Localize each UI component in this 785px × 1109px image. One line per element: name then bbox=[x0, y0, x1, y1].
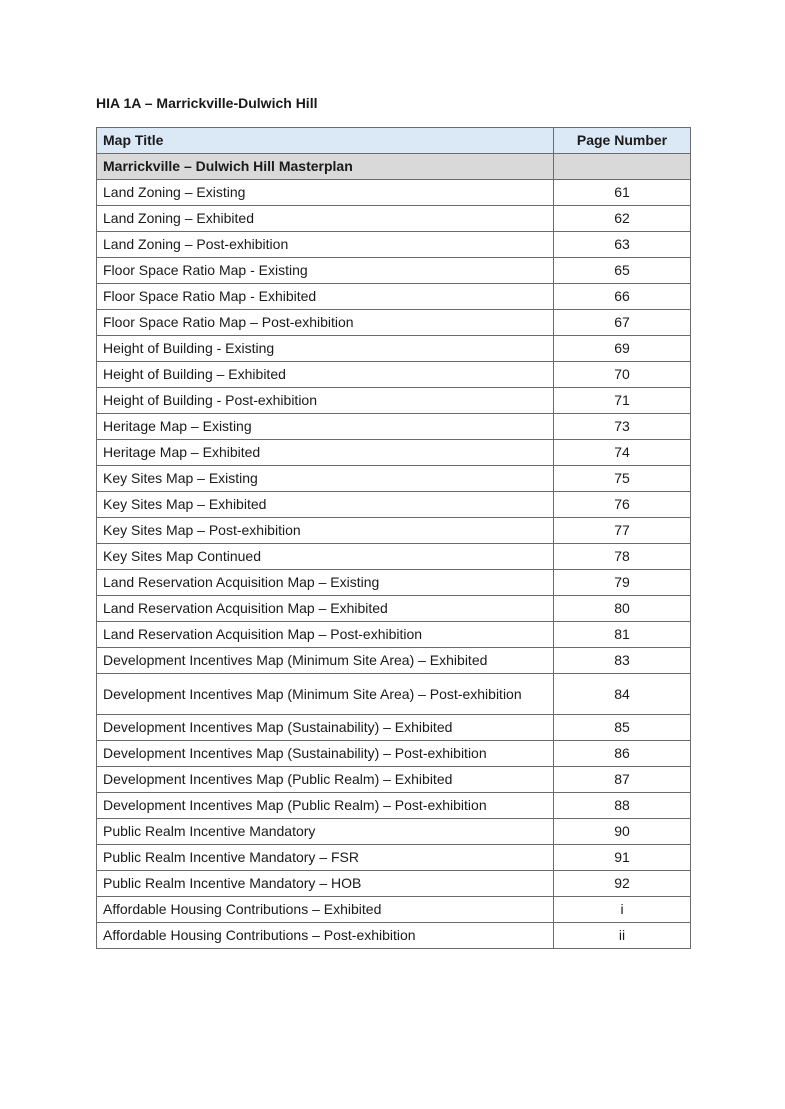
table-row bbox=[97, 767, 691, 793]
table-row bbox=[97, 206, 691, 232]
page-number-cell: 61 bbox=[554, 180, 691, 206]
page-number-cell: i bbox=[554, 897, 691, 923]
page-number-cell: 91 bbox=[554, 845, 691, 871]
page-number-cell: 86 bbox=[554, 741, 691, 767]
map-title-cell: Development Incentives Map (Public Realm) – Exhibited bbox=[97, 767, 554, 793]
map-title-cell: Heritage Map – Existing bbox=[97, 414, 554, 440]
page-number-cell: 83 bbox=[554, 648, 691, 674]
section-row bbox=[97, 154, 691, 180]
map-title-cell: Land Zoning – Existing bbox=[97, 180, 554, 206]
map-title-cell: Land Reservation Acquisition Map – Exhibited bbox=[97, 596, 554, 622]
table-row bbox=[97, 622, 691, 648]
page-number-cell: 70 bbox=[554, 362, 691, 388]
page-number-cell: 85 bbox=[554, 715, 691, 741]
table-row bbox=[97, 518, 691, 544]
table-row bbox=[97, 923, 691, 949]
map-title-cell: Height of Building - Post-exhibition bbox=[97, 388, 554, 414]
page-number-cell: 78 bbox=[554, 544, 691, 570]
page-number-cell: 77 bbox=[554, 518, 691, 544]
page-number-cell: 66 bbox=[554, 284, 691, 310]
document-heading: HIA 1A – Marrickville-Dulwich Hill bbox=[96, 95, 318, 111]
table-row bbox=[97, 336, 691, 362]
page-number-cell: 69 bbox=[554, 336, 691, 362]
map-title-cell: Land Reservation Acquisition Map – Post-exhibition bbox=[97, 622, 554, 648]
page-number-cell: 87 bbox=[554, 767, 691, 793]
table-row bbox=[97, 492, 691, 518]
page-number-cell: 76 bbox=[554, 492, 691, 518]
table-row bbox=[97, 715, 691, 741]
page-number-cell: 92 bbox=[554, 871, 691, 897]
map-title-cell: Public Realm Incentive Mandatory – FSR bbox=[97, 845, 554, 871]
map-title-cell: Floor Space Ratio Map - Existing bbox=[97, 258, 554, 284]
table-row bbox=[97, 741, 691, 767]
map-title-cell: Floor Space Ratio Map - Exhibited bbox=[97, 284, 554, 310]
section-page bbox=[554, 154, 691, 180]
page-number-cell: 88 bbox=[554, 793, 691, 819]
page-number-cell: 79 bbox=[554, 570, 691, 596]
map-title-cell: Development Incentives Map (Public Realm) – Post-exhibition bbox=[97, 793, 554, 819]
table-row bbox=[97, 845, 691, 871]
page-number-cell: 63 bbox=[554, 232, 691, 258]
table-row bbox=[97, 440, 691, 466]
table-row bbox=[97, 570, 691, 596]
table-row bbox=[97, 232, 691, 258]
table-header-row bbox=[97, 128, 691, 154]
map-title-cell: Development Incentives Map (Sustainability) – Exhibited bbox=[97, 715, 554, 741]
header-map-title: Map Title bbox=[97, 128, 554, 154]
map-title-cell: Heritage Map – Exhibited bbox=[97, 440, 554, 466]
table-row bbox=[97, 648, 691, 674]
table-row bbox=[97, 362, 691, 388]
map-title-cell: Public Realm Incentive Mandatory – HOB bbox=[97, 871, 554, 897]
page-number-cell: 65 bbox=[554, 258, 691, 284]
page-number-cell: 84 bbox=[554, 674, 691, 715]
map-title-cell: Height of Building – Exhibited bbox=[97, 362, 554, 388]
map-title-cell: Development Incentives Map (Minimum Site Area) – Exhibited bbox=[97, 648, 554, 674]
section-title: Marrickville – Dulwich Hill Masterplan bbox=[97, 154, 554, 180]
map-title-cell: Affordable Housing Contributions – Post-exhibition bbox=[97, 923, 554, 949]
page-number-cell: 71 bbox=[554, 388, 691, 414]
table-row bbox=[97, 414, 691, 440]
map-title-cell: Key Sites Map – Post-exhibition bbox=[97, 518, 554, 544]
map-title-cell: Land Zoning – Exhibited bbox=[97, 206, 554, 232]
page-number-cell: 73 bbox=[554, 414, 691, 440]
map-title-cell: Key Sites Map – Existing bbox=[97, 466, 554, 492]
map-title-cell: Land Zoning – Post-exhibition bbox=[97, 232, 554, 258]
map-title-cell: Height of Building - Existing bbox=[97, 336, 554, 362]
map-title-cell: Affordable Housing Contributions – Exhibited bbox=[97, 897, 554, 923]
table-row bbox=[97, 674, 691, 715]
table-row bbox=[97, 180, 691, 206]
map-title-cell: Floor Space Ratio Map – Post-exhibition bbox=[97, 310, 554, 336]
map-title-cell: Land Reservation Acquisition Map – Existing bbox=[97, 570, 554, 596]
table-row bbox=[97, 310, 691, 336]
page-number-cell: 62 bbox=[554, 206, 691, 232]
map-index-table bbox=[96, 127, 691, 949]
map-title-cell: Key Sites Map Continued bbox=[97, 544, 554, 570]
map-title-cell: Development Incentives Map (Sustainability) – Post-exhibition bbox=[97, 741, 554, 767]
table-row bbox=[97, 819, 691, 845]
table-row bbox=[97, 793, 691, 819]
header-page-number: Page Number bbox=[554, 128, 691, 154]
map-title-cell: Key Sites Map – Exhibited bbox=[97, 492, 554, 518]
page-number-cell: 75 bbox=[554, 466, 691, 492]
table-row bbox=[97, 258, 691, 284]
table-row bbox=[97, 871, 691, 897]
page-number-cell: 67 bbox=[554, 310, 691, 336]
table-row bbox=[97, 897, 691, 923]
table-row bbox=[97, 596, 691, 622]
table-row bbox=[97, 466, 691, 492]
table-row bbox=[97, 544, 691, 570]
page-number-cell: ii bbox=[554, 923, 691, 949]
table-row bbox=[97, 284, 691, 310]
page-number-cell: 81 bbox=[554, 622, 691, 648]
page-number-cell: 90 bbox=[554, 819, 691, 845]
page-number-cell: 80 bbox=[554, 596, 691, 622]
page-number-cell: 74 bbox=[554, 440, 691, 466]
map-title-cell: Public Realm Incentive Mandatory bbox=[97, 819, 554, 845]
map-title-cell: Development Incentives Map (Minimum Site Area) – Post-exhibition bbox=[97, 674, 554, 715]
table-row bbox=[97, 388, 691, 414]
